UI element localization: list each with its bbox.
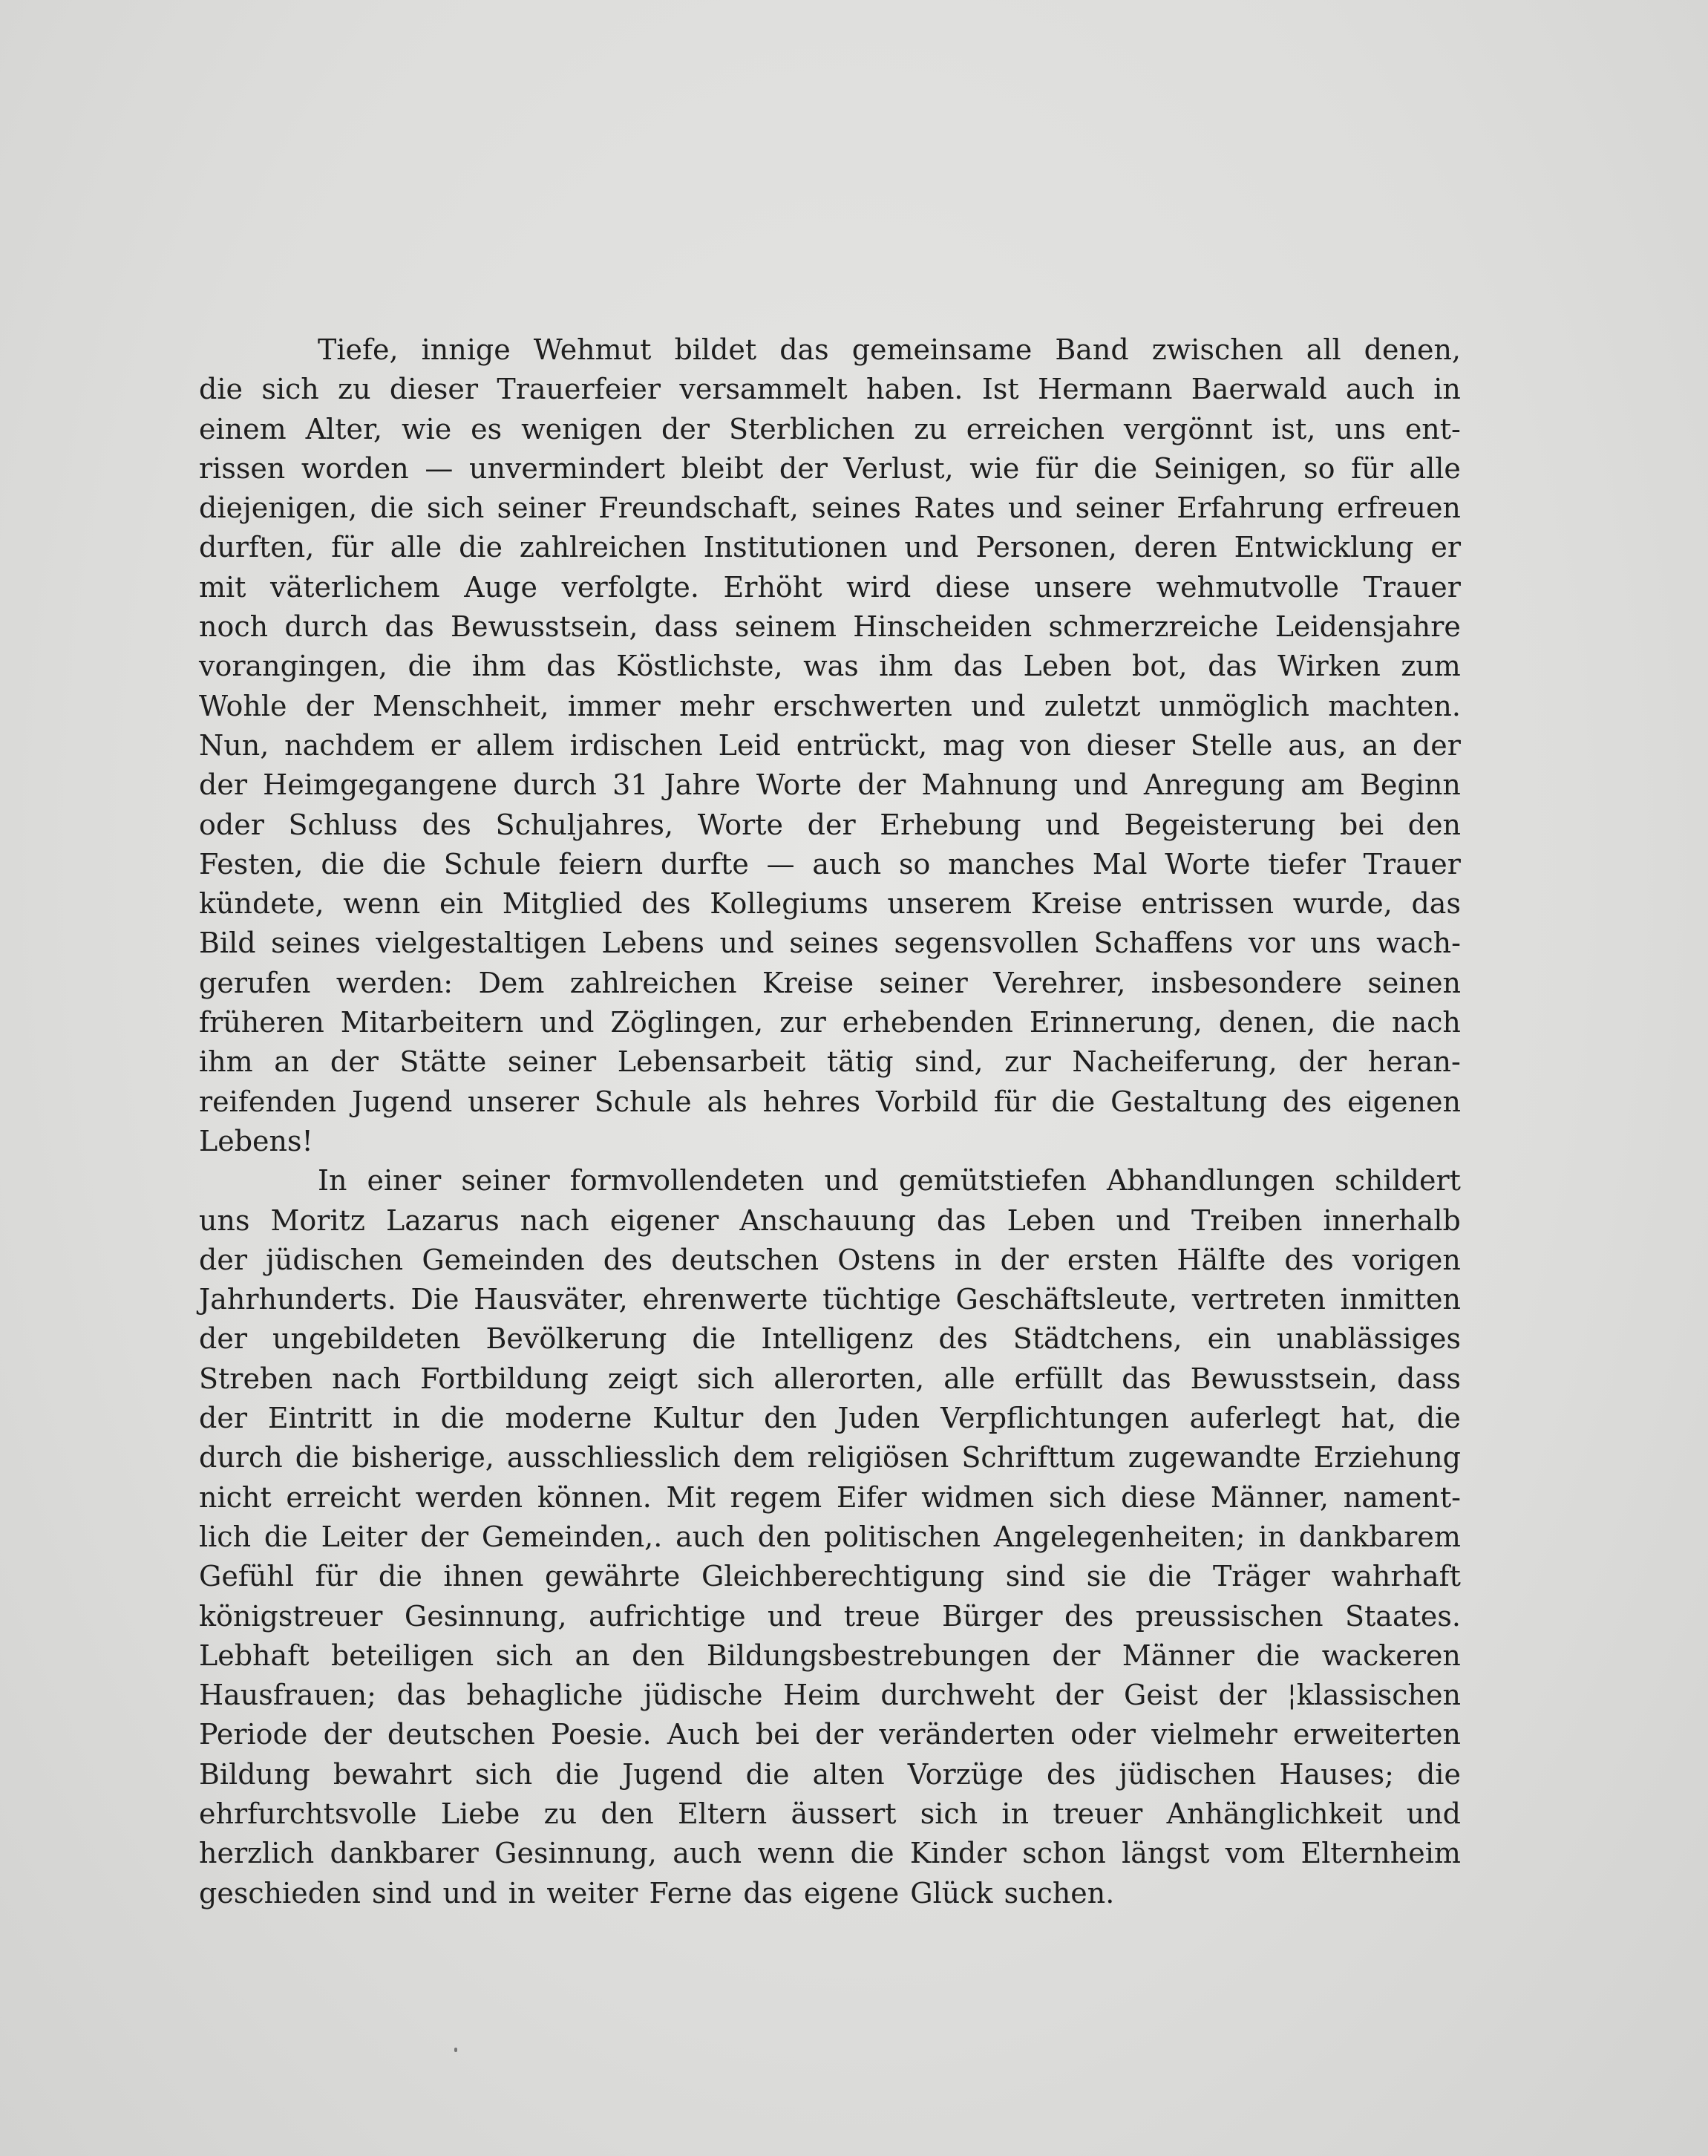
text-line: lich die Leiter der Gemeinden,. auch den politischen Angelegenheiten; in dankbarem (199, 1520, 1461, 1553)
text-line: nicht erreicht werden können. Mit regem Eifer widmen sich diese Männer, nament- (199, 1480, 1461, 1514)
text-line: Jahrhunderts. Die Hausväter, ehrenwerte tüchtige Geschäftsleute, vertreten inmitten (199, 1283, 1461, 1316)
text-line: gerufen werden: Dem zahlreichen Kreise seiner Verehrer, insbesondere seinen (199, 966, 1461, 999)
text-line: Streben nach Fortbildung zeigt sich allerorten, alle erfüllt das Bewusstsein, dass (199, 1362, 1461, 1395)
text-line: reifenden Jugend unserer Schule als hehres Vorbild für die Gestaltung des eigenen (199, 1085, 1461, 1118)
text-line: Nun, nachdem er allem irdischen Leid entrückt, mag von dieser Stelle aus, an der (199, 728, 1461, 762)
text-line: diejenigen, die sich seiner Freundschaft, seines Rates und seiner Erfahrung erfreuen (199, 491, 1461, 525)
text-line: In einer seiner formvollendeten und gemütstiefen Abhandlungen schildert (318, 1164, 1461, 1198)
text-line: Wohle der Menschheit, immer mehr erschwerten und zuletzt unmöglich machten. (199, 689, 1461, 722)
text-line: Lebhaft beteiligen sich an den Bildungsbestrebungen der Männer die wackeren (199, 1639, 1461, 1672)
text-line: noch durch das Bewusstsein, dass seinem Hinscheiden schmerzreiche Leidensjahre (199, 610, 1461, 644)
text-line: Lebens! (199, 1124, 313, 1157)
text-line: früheren Mitarbeitern und Zöglingen, zur erhebenden Erinnerung, denen, die nach (199, 1006, 1461, 1039)
page-speck (454, 2048, 457, 2052)
text-line: geschieden sind und in weiter Ferne das eigene Glück suchen. (199, 1876, 1115, 1910)
text-line: Periode der deutschen Poesie. Auch bei der veränderten oder vielmehr erweiterten (199, 1718, 1461, 1751)
text-line: die sich zu dieser Trauerfeier versammelt haben. Ist Hermann Baerwald auch in (199, 373, 1461, 406)
text-line: der Eintritt in die moderne Kultur den Juden Verpflichtungen auferlegt hat, die (199, 1402, 1461, 1435)
text-line: rissen worden — unvermindert bleibt der Verlust, wie für die Seinigen, so für alle (199, 451, 1461, 485)
text-line: Gefühl für die ihnen gewährte Gleichberechtigung sind sie die Träger wahrhaft (199, 1560, 1461, 1593)
body-text (199, 330, 1461, 1913)
text-line: ihm an der Stätte seiner Lebensarbeit tätig sind, zur Nacheiferung, der heran- (199, 1045, 1461, 1079)
text-line: herzlich dankbarer Gesinnung, auch wenn die Kinder schon längst vom Elternheim (199, 1837, 1461, 1870)
text-line: oder Schluss des Schuljahres, Worte der Erhebung und Begeisterung bei den (199, 808, 1461, 841)
text-line: ehrfurchtsvolle Liebe zu den Eltern äussert sich in treuer Anhänglichkeit und (199, 1797, 1461, 1830)
text-line: Bildung bewahrt sich die Jugend die alten Vorzüge des jüdischen Hauses; die (199, 1757, 1461, 1791)
text-line: vorangingen, die ihm das Köstlichste, was ihm das Leben bot, das Wirken zum (199, 650, 1461, 683)
text-line: der ungebildeten Bevölkerung die Intelligenz des Städtchens, ein unablässiges (199, 1322, 1461, 1356)
text-line: durch die bisherige, ausschliesslich dem religiösen Schrifttum zugewandte Erziehung (199, 1441, 1461, 1474)
text-line: durften, für alle die zahlreichen Institutionen und Personen, deren Entwicklung er (199, 531, 1461, 564)
text-line: Tiefe, innige Wehmut bildet das gemeinsame Band zwischen all denen, (318, 333, 1461, 366)
text-line: Hausfrauen; das behagliche jüdische Heim durchweht der Geist der ¦klassischen (199, 1679, 1461, 1712)
text-line: Bild seines vielgestaltigen Lebens und seines segensvollen Schaffens vor uns wach- (199, 927, 1461, 960)
text-line: der Heimgegangene durch 31 Jahre Worte der Mahnung und Anregung am Beginn (199, 768, 1461, 802)
text-line: einem Alter, wie es wenigen der Sterblichen zu erreichen vergönnt ist, uns ent- (199, 412, 1461, 445)
paragraph (199, 1161, 1461, 1913)
text-line: uns Moritz Lazarus nach eigener Anschauung das Leben und Treiben innerhalb (199, 1203, 1461, 1237)
text-line: der jüdischen Gemeinden des deutschen Ostens in der ersten Hälfte des vorigen (199, 1243, 1461, 1276)
text-line: Festen, die die Schule feiern durfte — auch so manches Mal Worte tiefer Trauer (199, 847, 1461, 881)
text-line: kündete, wenn ein Mitglied des Kollegiums unserem Kreise entrissen wurde, das (199, 887, 1461, 921)
text-line: mit väterlichem Auge verfolgte. Erhöht wird diese unsere wehmutvolle Trauer (199, 570, 1461, 604)
text-line: königstreuer Gesinnung, aufrichtige und treue Bürger des preussischen Staates. (199, 1599, 1461, 1633)
paragraph (199, 330, 1461, 1161)
